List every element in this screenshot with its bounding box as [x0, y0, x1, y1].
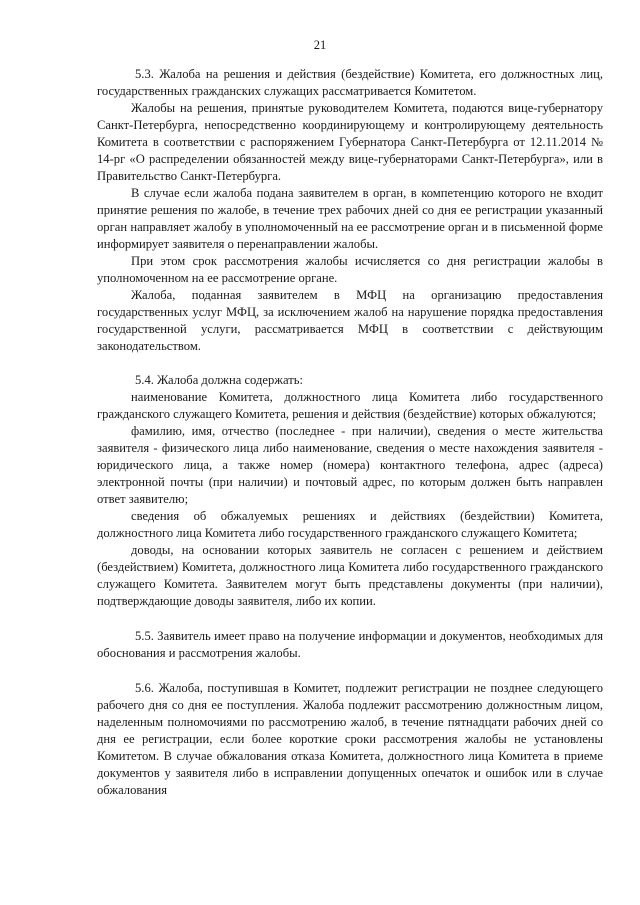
list-paragraph: наименование Комитета, должностного лица Комитета либо государственного гражданского служащего Комитета, решения и действия (бездействие) которых обжалуются;: [97, 390, 603, 421]
section-5-5-paragraph: 5.5. Заявитель имеет право на получение информации и документов, необходимых для обоснования и рассмотрения жалобы.: [97, 629, 603, 660]
section-5-6-paragraph: 5.6. Жалоба, поступившая в Комитет, подлежит регистрации не позднее следующего рабочего дня со дня ее поступления. Жалоба подлежит рассмотрению должностным лицом, наделенным полномочиями по рассмотрению жалоб, в течение пятнадцати рабочих дней со дня ее регистрации, если более короткие сроки рассмотрения жалобы не установлены Комитетом. В случае обжалования отказа Комитета, должностного лица Комитета в приеме документов у заявителя либо в исправлении допущенных опечаток и ошибок или в случае обжалования: [97, 681, 603, 797]
paragraph: В случае если жалоба подана заявителем в орган, в компетенцию которого не входит принятие решения по жалобе, в течение трех рабочих дней со дня ее регистрации указанный орган направляет жалобу в уполномоченный на ее рассмотрение орган и в письменной форме информирует заявителя о перенаправлении жалобы.: [97, 186, 603, 251]
section-5-3-paragraph: 5.3. Жалоба на решения и действия (бездействие) Комитета, его должностных лиц, государственных гражданских служащих рассматривается Комитетом.: [97, 67, 603, 98]
paragraph: Жалобы на решения, принятые руководителем Комитета, подаются вице-губернатору Санкт-Петербурга, непосредственно координирующему и контролирующему деятельность Комитета в соответствии с распоряжением Губернатора Санкт-Петербурга от 12.11.2014 № 14-рг «О распределении обязанностей между вице-губернаторами Санкт-Петербурга», или в Правительство Санкт-Петербурга.: [97, 101, 603, 183]
paragraph: При этом срок рассмотрения жалобы исчисляется со дня регистрации жалобы в уполномоченном на ее рассмотрение органе.: [97, 254, 603, 285]
section-5-4-paragraph: 5.4. Жалоба должна содержать:: [135, 373, 303, 387]
page-number: 21: [313, 38, 327, 52]
list-paragraph: фамилию, имя, отчество (последнее - при наличии), сведения о месте жительства заявителя - физического лица либо наименование, сведения о месте нахождения заявителя - юридического лица, а также номер (номера) контактного телефона, адрес (адреса) электронной почты (при наличии) и почтовый адрес, по которым должен быть направлен ответ заявителю;: [97, 424, 603, 506]
paragraph: Жалоба, поданная заявителем в МФЦ на организацию предоставления государственных услуг МФЦ, за исключением жалоб на нарушение порядка предоставления государственной услуги, рассматривается МФЦ в соответствии с действующим законодательством.: [97, 288, 603, 353]
list-paragraph: сведения об обжалуемых решениях и действиях (бездействии) Комитета, должностного лица Комитета либо государственного гражданского служащего Комитета;: [97, 509, 603, 540]
document-body: [97, 66, 603, 799]
list-paragraph: доводы, на основании которых заявитель не согласен с решением и действием (бездействием) Комитета, должностного лица Комитета либо государственного гражданского служащего Комитета. Заявителем могут быть представлены документы (при наличии), подтверждающие доводы заявителя, либо их копии.: [97, 543, 603, 608]
